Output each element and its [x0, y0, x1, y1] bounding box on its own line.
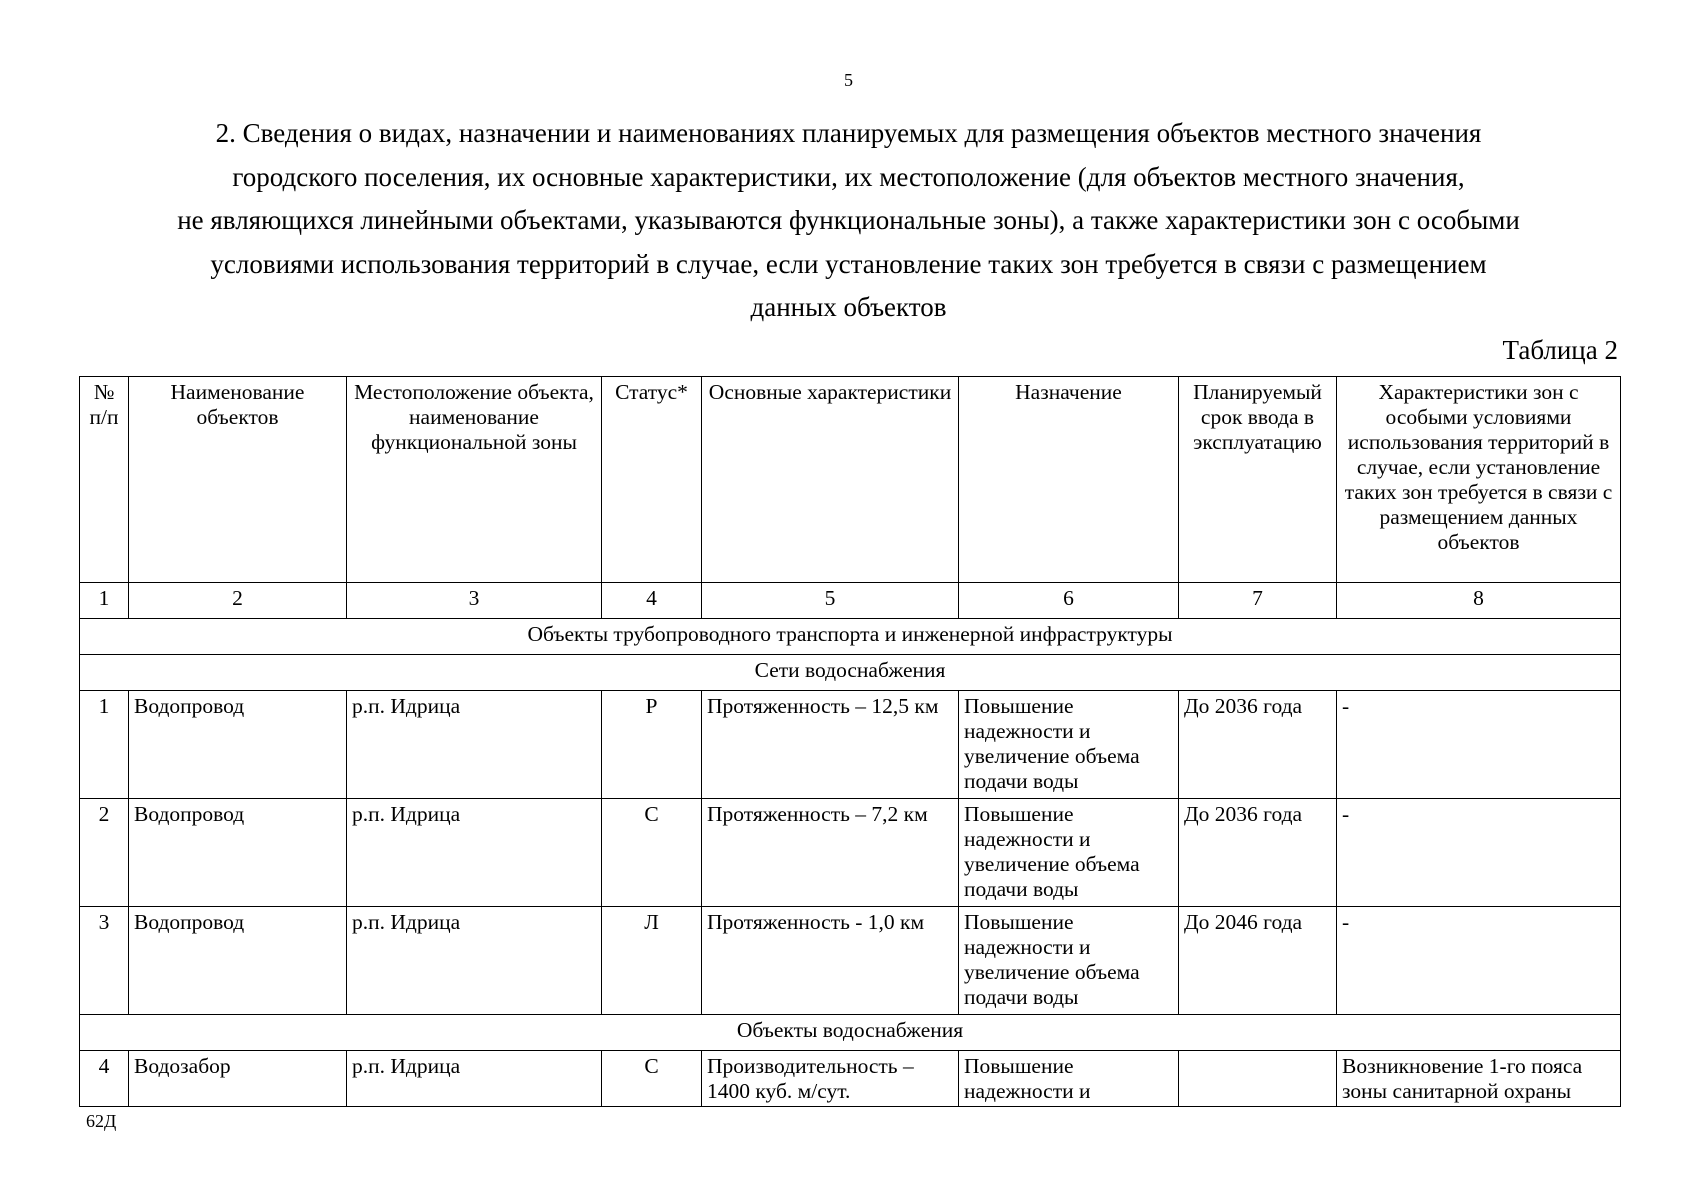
table-row [80, 799, 1621, 907]
cell-location: р.п. Идрица [347, 799, 602, 907]
column-number: 6 [959, 583, 1179, 619]
header-cell-characteristics: Основные характеристики [702, 377, 959, 583]
table-row [80, 1051, 1621, 1107]
subsection-row [80, 1015, 1621, 1051]
cell-name: Водопровод [129, 691, 347, 799]
title-line: 2. Сведения о видах, назначении и наименованиях планируемых для размещения объектов местного значения [215, 118, 1482, 148]
cell-characteristics: Производительность – 1400 куб. м/сут. [702, 1051, 959, 1107]
cell-term: До 2036 года [1179, 691, 1337, 799]
cell-purpose: Повышение надежности и [959, 1051, 1179, 1107]
cell-purpose: Повышение надежности и увеличение объема подачи воды [959, 799, 1179, 907]
table-row [80, 691, 1621, 799]
cell-characteristics: Протяженность – 12,5 км [702, 691, 959, 799]
cell-purpose: Повышение надежности и увеличение объема подачи воды [959, 907, 1179, 1015]
cell-location: р.п. Идрица [347, 691, 602, 799]
table-caption: Таблица 2 [1502, 335, 1618, 365]
column-numbers-row [80, 583, 1621, 619]
document-code: 62Д [86, 1111, 117, 1131]
cell-term: До 2036 года [1179, 799, 1337, 907]
header-cell-location: Местоположение объекта, наименование функциональной зоны [347, 377, 602, 583]
column-number: 4 [602, 583, 702, 619]
subsection-heading: Сети водоснабжения [80, 655, 1621, 691]
title-line: условиями использования территорий в случае, если установление таких зон требуется в связи с размещением [210, 248, 1487, 279]
cell-status: Р [602, 691, 702, 799]
column-number: 3 [347, 583, 602, 619]
header-cell-purpose: Назначение [959, 377, 1179, 583]
column-number: 1 [80, 583, 129, 619]
cell-num: 2 [80, 799, 129, 907]
cell-status: Л [602, 907, 702, 1015]
cell-num: 1 [80, 691, 129, 799]
cell-num: 4 [80, 1051, 129, 1107]
header-cell-status: Статус* [602, 377, 702, 583]
cell-zones: Возникновение 1-го пояса зоны санитарной охраны [1337, 1051, 1621, 1107]
cell-characteristics: Протяженность - 1,0 км [702, 907, 959, 1015]
header-cell-zones: Характеристики зон с особыми условиями использования территорий в случае, если установление таких зон требуется в связи с размещением данных объектов [1337, 377, 1621, 583]
title-line: не являющихся линейными объектами, указываются функциональные зоны), а также характеристики зон с особыми [177, 205, 1520, 235]
subsection-heading: Объекты водоснабжения [80, 1015, 1621, 1051]
cell-term: До 2046 года [1179, 907, 1337, 1015]
cell-term [1179, 1051, 1337, 1107]
subsection-row [80, 655, 1621, 691]
cell-location: р.п. Идрица [347, 907, 602, 1015]
table-header-row [80, 377, 1621, 583]
section-row [80, 619, 1621, 655]
cell-zones: - [1337, 907, 1621, 1015]
column-number: 8 [1337, 583, 1621, 619]
column-number: 7 [1179, 583, 1337, 619]
header-cell-name: Наименование объектов [129, 377, 347, 583]
cell-zones: - [1337, 691, 1621, 799]
cell-characteristics: Протяженность – 7,2 км [702, 799, 959, 907]
page-number: 5 [844, 70, 853, 90]
cell-zones: - [1337, 799, 1621, 907]
header-cell-num: № п/п [80, 377, 129, 583]
cell-num: 3 [80, 907, 129, 1015]
cell-purpose: Повышение надежности и увеличение объема подачи воды [959, 691, 1179, 799]
title-line: данных объектов [750, 292, 947, 322]
objects-table [79, 376, 1621, 1107]
table-row [80, 907, 1621, 1015]
cell-name: Водопровод [129, 799, 347, 907]
header-cell-term: Планируемый срок ввода в эксплуатацию [1179, 377, 1337, 583]
cell-status: С [602, 799, 702, 907]
column-number: 5 [702, 583, 959, 619]
column-number: 2 [129, 583, 347, 619]
cell-location: р.п. Идрица [347, 1051, 602, 1107]
title-line: городского поселения, их основные характеристики, их местоположение (для объектов местного значения, [232, 161, 1465, 192]
section-title [80, 112, 1617, 330]
cell-name: Водозабор [129, 1051, 347, 1107]
cell-status: С [602, 1051, 702, 1107]
cell-name: Водопровод [129, 907, 347, 1015]
section-heading: Объекты трубопроводного транспорта и инженерной инфраструктуры [80, 619, 1621, 655]
